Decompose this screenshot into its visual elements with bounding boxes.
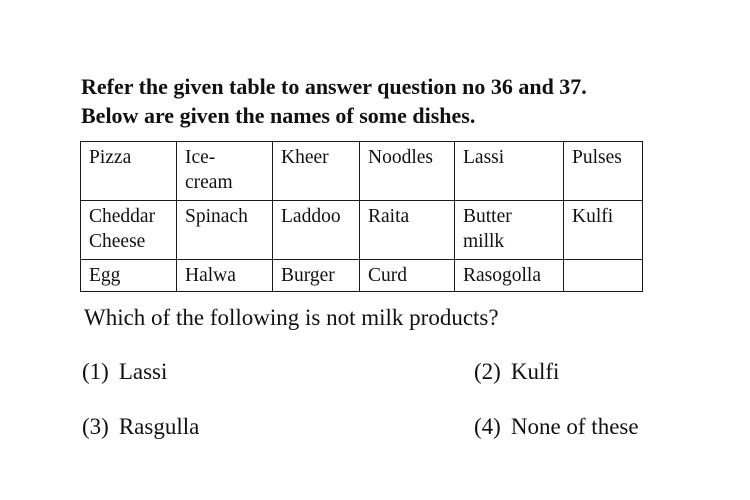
dishes-table [80,141,643,292]
table-cell: Butter millk [455,201,564,260]
instruction-heading [81,72,587,130]
table-cell: Egg [81,260,177,292]
option-2[interactable] [474,357,559,387]
table-cell: Ice- cream [177,142,273,201]
table-cell: Rasogolla [455,260,564,292]
table-cell: Kheer [273,142,360,201]
option-number: (4) [474,414,501,439]
option-3[interactable] [82,412,199,442]
table-cell: Noodles [360,142,455,201]
table-row [81,201,643,260]
table-row [81,142,643,201]
option-label: Rasgulla [118,414,200,439]
option-number: (3) [82,414,109,439]
table-cell: Pizza [81,142,177,201]
option-4[interactable] [474,412,639,442]
option-number: (2) [474,359,501,384]
option-label: Kulfi [510,359,560,384]
option-1[interactable] [82,357,167,387]
table-cell: Raita [360,201,455,260]
table-cell [564,260,643,292]
table-row [81,260,643,292]
table-cell: Spinach [177,201,273,260]
option-label: None of these [510,414,639,439]
table-cell: Laddoo [273,201,360,260]
option-label: Lassi [118,359,168,384]
table-cell: Curd [360,260,455,292]
question-text: Which of the following is not milk products? [84,305,499,330]
table-cell: Burger [273,260,360,292]
table-cell: Pulses [564,142,643,201]
option-number: (1) [82,359,109,384]
instruction-line-1: Refer the given table to answer question no 36 and 37. [81,74,587,99]
table-cell: Halwa [177,260,273,292]
table-cell: Cheddar Cheese [81,201,177,260]
instruction-line-2: Below are given the names of some dishes. [81,103,476,128]
table-cell: Lassi [455,142,564,201]
table-cell: Kulfi [564,201,643,260]
